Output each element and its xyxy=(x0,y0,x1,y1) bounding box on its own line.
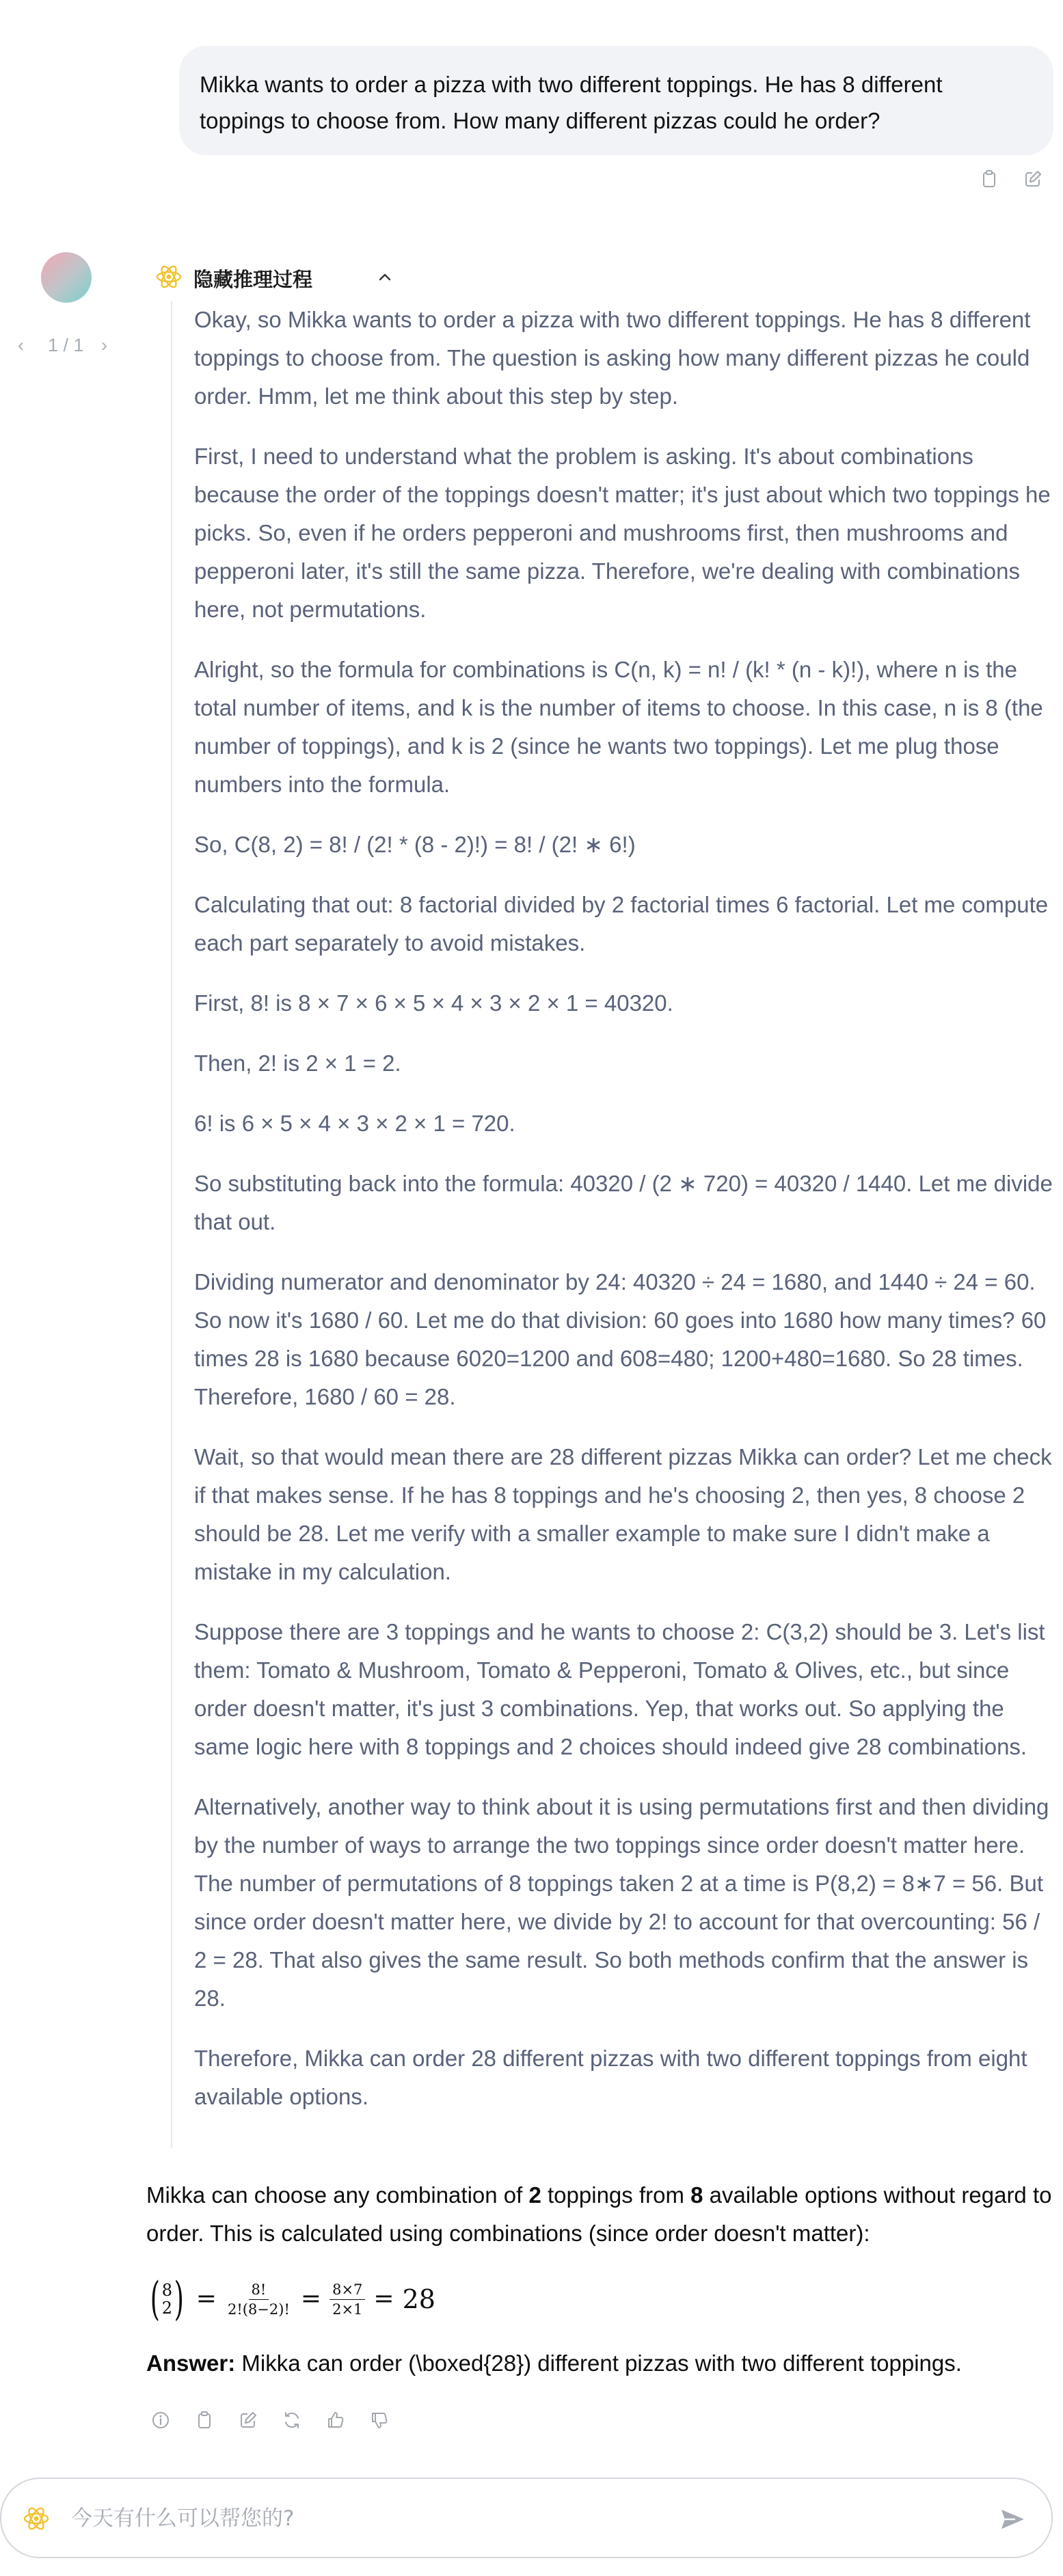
pager-next-button[interactable]: › xyxy=(101,335,107,355)
response-pager xyxy=(18,334,116,358)
simplified-fraction xyxy=(329,2281,365,2318)
combination-formula xyxy=(146,2275,1055,2324)
pager-prev-button[interactable]: ‹ xyxy=(18,335,24,355)
reasoning-logo-icon xyxy=(154,262,183,291)
binomial-coefficient: ( 8 2 ) xyxy=(150,2273,184,2325)
reasoning-paragraph: Wait, so that would mean there are 28 different pizzas Mikka can order? Let me check if that makes sense. If he has 8 toppings and he's choosing 2, then yes, 8 choose 2 should be 28. Let me verify with a smaller example to make sure I didn't make a mistake in my calculation. xyxy=(194,1444,1052,1584)
answer-intro-text: toppings from xyxy=(541,2182,691,2208)
equals-sign: = xyxy=(300,2285,322,2313)
thumbs-up-icon[interactable] xyxy=(325,2410,346,2430)
reasoning-paragraph: 6! is 6 × 5 × 4 × 3 × 2 × 1 = 720. xyxy=(194,1111,515,1136)
equals-sign: = xyxy=(373,2285,394,2313)
reasoning-paragraph: Calculating that out: 8 factorial divided by 2 factorial times 6 factorial. Let me compute each part separately to avoid mistakes. xyxy=(194,892,1049,955)
message-input[interactable] xyxy=(70,2499,961,2538)
fraction-denominator: 2×1 xyxy=(332,2301,363,2318)
answer-intro-bold: 2 xyxy=(528,2182,541,2208)
send-icon[interactable] xyxy=(999,2506,1026,2533)
answer-intro-text: available options without regard to order. This is calculated using combinations (since order doesn't matter): xyxy=(146,2182,1052,2246)
chevron-up-icon[interactable] xyxy=(375,267,395,287)
pager-count: 1 / 1 xyxy=(48,335,84,355)
reasoning-paragraph: Alternatively, another way to think about it is using permutations first and then dividing by the number of ways to arrange the two toppings since order doesn't matter here. The number of permutations of 8 toppings taken 2 at a time is P(8,2) = 8∗7 = 56. But since order doesn't matter here, we divide by 2! to account for that overcounting: 56 / 2 = 28. That also gives the same result. So both methods confirm that the answer is 28. xyxy=(194,1794,1049,2011)
binom-top: 8 xyxy=(161,2281,173,2300)
reasoning-paragraph: Therefore, Mikka can order 28 different pizzas with two different toppings from eight available options. xyxy=(194,2046,1027,2109)
reasoning-paragraph: Okay, so Mikka wants to order a pizza with two different toppings. He has 8 different toppings to choose from. The question is asking how many different pizzas he could order. Hmm, let me think about this step by step. xyxy=(194,307,1031,409)
assistant-avatar xyxy=(41,252,92,303)
reasoning-paragraph: Suppose there are 3 toppings and he wants to choose 2: C(3,2) should be 3. Let's list them: Tomato & Mushroom, Tomato & Pepperoni, Tomato & Olives, etc., but since order doesn't matter, it's just 3 combinations. Yep, that works out. So applying the same logic here with 8 toppings and 2 choices should indeed give 28 combinations. xyxy=(194,1619,1045,1759)
answer-label: Answer: xyxy=(146,2350,236,2376)
edit-icon[interactable] xyxy=(1023,169,1043,189)
formula-result: 28 xyxy=(402,2284,435,2314)
reasoning-paragraph: So, C(8, 2) = 8! / (2! * (8 - 2)!) = 8! / (2! ∗ 6!) xyxy=(194,832,636,857)
reasoning-paragraph: Then, 2! is 2 × 1 = 2. xyxy=(194,1050,401,1076)
user-message-bubble xyxy=(179,46,1053,155)
fraction-numerator: 8! xyxy=(249,2281,269,2300)
reasoning-paragraph: First, 8! is 8 × 7 × 6 × 5 × 4 × 3 × 2 × 1 = 40320. xyxy=(194,990,673,1016)
answer-intro xyxy=(146,2176,1055,2253)
reasoning-paragraph: Dividing numerator and denominator by 24: 40320 ÷ 24 = 1680, and 1440 ÷ 24 = 60. So now it's 1680 / 60. Let me do that division: 60 goes into 1680 how many times? 60 times 28 is 1680 because 6020=1200 and 608=480; 1200+480=1680. So 28 times. Therefore, 1680 / 60 = 28. xyxy=(194,1269,1047,1409)
copy-icon[interactable] xyxy=(194,2410,215,2430)
binom-bottom: 2 xyxy=(161,2299,173,2318)
answer-intro-text: Mikka can choose any combination of xyxy=(146,2182,529,2208)
reasoning-title: 隐藏推理过程 xyxy=(193,269,313,291)
answer-text: Mikka can order (\boxed{28}) different pizzas with two different toppings. xyxy=(235,2350,962,2376)
reasoning-paragraph: Alright, so the formula for combinations is C(n, k) = n! / (k! * (n - k)!), where n is the total number of items, and k is the number of items to choose. In this case, n is 8 (the number of toppings), and k is 2 (since he wants two toppings). Let me plug those numbers into the formula. xyxy=(194,657,1043,797)
copy-icon[interactable] xyxy=(979,169,999,189)
fraction-numerator: 8×7 xyxy=(329,2281,365,2300)
reasoning-paragraph: So substituting back into the formula: 40320 / (2 ∗ 720) = 40320 / 1440. Let me divide that out. xyxy=(194,1171,1053,1234)
factorial-fraction xyxy=(225,2281,293,2318)
info-icon[interactable] xyxy=(150,2410,171,2430)
thumbs-down-icon[interactable] xyxy=(369,2410,390,2430)
edit-icon[interactable] xyxy=(238,2410,258,2430)
fraction-denominator: 2!(8−2)! xyxy=(227,2301,290,2318)
equals-sign: = xyxy=(196,2285,217,2313)
reasoning-divider xyxy=(171,301,172,2147)
assistant-logo-icon xyxy=(22,2504,51,2533)
reasoning-paragraph: First, I need to understand what the problem is asking. It's about combinations because the order of the toppings doesn't matter; it's just about which two toppings he picks. So, even if he orders pepperoni and mushrooms first, then mushrooms and pepperoni later, it's still the same pizza. Therefore, we're dealing with combinations here, not permutations. xyxy=(194,444,1051,622)
answer-intro-bold: 8 xyxy=(690,2182,703,2208)
composer xyxy=(0,2478,1053,2558)
reasoning-content xyxy=(194,301,1055,2138)
answer-statement xyxy=(146,2344,1055,2383)
user-message-text: Mikka wants to order a pizza with two different toppings. He has 8 different toppings to choose from. How many different pizzas could he order? xyxy=(200,72,943,133)
regenerate-icon[interactable] xyxy=(282,2410,302,2430)
final-answer xyxy=(146,2176,1055,2404)
